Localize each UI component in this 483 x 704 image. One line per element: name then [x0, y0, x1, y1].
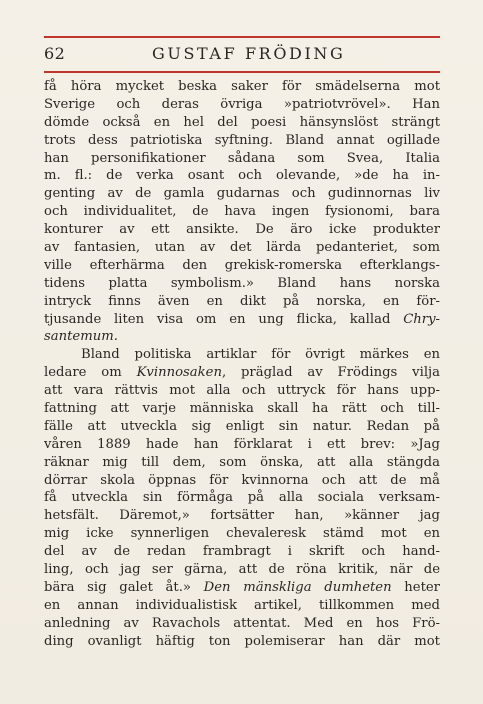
text-segment: ledare om: [44, 365, 122, 381]
text-line: en annan individualistisk artikel, tillkommen med: [44, 597, 440, 613]
text-segment: tjusande liten visa om en ung flicka, kallad: [44, 311, 391, 327]
text-line-mixed: [44, 311, 440, 329]
running-head: GUSTAF FRÖDING: [152, 44, 346, 63]
text-line: och individualitet, de hava ingen fysionomi, bara: [44, 204, 440, 220]
text-line: att vara rättvis mot alla och uttryck för hans upp-: [44, 383, 440, 399]
header-rule-top: [44, 36, 440, 38]
text-segment: , präglad av Frödings vilja: [221, 365, 440, 381]
text-line: m. fl.: de verka osant och olevande, »de ha in-: [44, 168, 440, 184]
italic-title: santemum.: [44, 329, 118, 345]
text-segment: heter: [391, 579, 440, 595]
italic-title: Kvinnosaken: [136, 365, 222, 381]
text-line: intryck finns även en dikt på norska, en för-: [44, 293, 440, 309]
text-line: trots dess patriotiska syftning. Bland annat ogillade: [44, 132, 440, 148]
text-line: av fantasien, utan av det lärda pedanteriet, som: [44, 240, 440, 256]
text-line: hetsfält. Däremot,» fortsätter han, »känner jag: [44, 508, 440, 524]
text-line: tidens platta symbolism.» Bland hans norska: [44, 275, 440, 291]
text-line-mixed: [44, 579, 440, 597]
text-segment: bära sig galet åt.»: [44, 579, 191, 595]
text-line: ling, och jag ser gärna, att de röna kritik, när de: [44, 562, 440, 578]
italic-title: Den mänskliga dumheten: [203, 579, 392, 595]
text-line: få utveckla sin förmåga på alla sociala verksam-: [44, 490, 440, 506]
text-line: anledning av Ravachols attentat. Med en hos Frö-: [44, 615, 440, 631]
text-line: fälle att utveckla sig enligt sin natur. Redan på: [44, 418, 440, 434]
text-line: han personifikationer sådana som Svea, Italia: [44, 150, 440, 166]
text-line: ville efterhärma den grekisk-romerska efterklangs-: [44, 257, 440, 273]
header-rule-bottom: [44, 71, 440, 73]
text-line-italic: [44, 328, 440, 346]
text-line: få höra mycket beska saker för smädelserna mot: [44, 79, 440, 94]
page-header: [44, 41, 440, 67]
text-line: räknar mig till dem, som önska, att alla stängda: [44, 454, 440, 470]
text-line: Sverige och deras övriga »patriotvrövel». Han: [44, 96, 440, 112]
text-line: våren 1889 hade han förklarat i ett brev: »Jag: [44, 436, 440, 452]
text-line: mig icke synnerligen chevaleresk stämd mot en: [44, 526, 440, 542]
italic-title: Chry-: [403, 311, 440, 327]
text-line: konturer av ett ansikte. De äro icke produkter: [44, 222, 440, 238]
text-line: fattning att varje människa skall ha rätt och till-: [44, 401, 440, 417]
text-line: Bland politiska artiklar för övrigt märkes en: [81, 347, 440, 363]
text-line-mixed: [44, 364, 440, 382]
text-line: del av de redan frambragt i skrift och hand-: [44, 544, 440, 560]
page-number: 62: [44, 44, 66, 63]
text-line: genting av de gamla gudarnas och gudinnornas liv: [44, 186, 440, 202]
text-line: dörrar skola öppnas för kvinnorna och att de må: [44, 472, 440, 488]
body-text: [44, 78, 440, 651]
text-line: ding ovanligt häftig ton polemiserar han där mot: [44, 633, 440, 649]
text-line: dömde också en hel del poesi hänsynslöst strängt: [44, 114, 440, 130]
